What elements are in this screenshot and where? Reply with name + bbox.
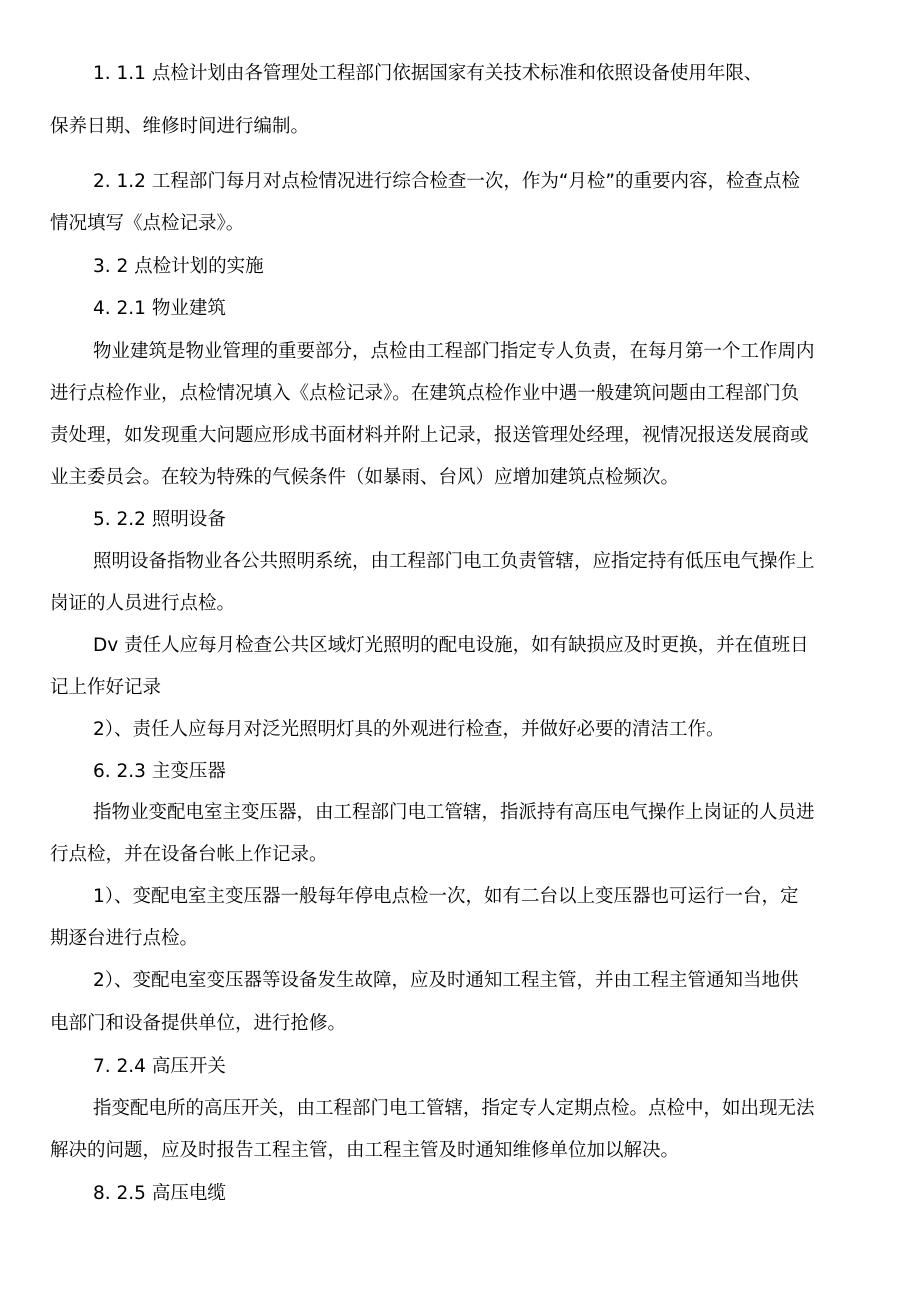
paragraph-line: 期逐台进行点检。 bbox=[50, 928, 199, 949]
paragraph-line: 指变配电所的高压开关，由工程部门电工管辖，指定专人定期点检。点检中，如出现无法 bbox=[93, 1098, 815, 1119]
heading-2-3: 6. 2.3 主变压器 bbox=[93, 761, 226, 782]
heading-2-2: 5. 2.2 照明设备 bbox=[93, 509, 226, 530]
paragraph-line: 2）、变配电室变压器等设备发生故障，应及时通知工程主管，并由工程主管通知当地供 bbox=[93, 970, 799, 991]
paragraph-line: 照明设备指物业各公共照明系统，由工程部门电工负责管辖，应指定持有低压电气操作上 bbox=[93, 551, 815, 572]
heading-1-1: 1. 1.1 点检计划由各管理处工程部门依据国家有关技术标准和依照设备使用年限、 bbox=[93, 63, 763, 84]
heading-2-5: 8. 2.5 高压电缆 bbox=[93, 1183, 226, 1204]
heading-2-1: 4. 2.1 物业建筑 bbox=[93, 298, 226, 319]
paragraph-line: 1）、变配电室主变压器一般每年停电点检一次，如有二台以上变压器也可运行一台，定 bbox=[93, 886, 799, 907]
paragraph-line: 进行点检作业，点检情况填入《点检记录》。在建筑点检作业中遇一般建筑问题由工程部门负 bbox=[50, 383, 800, 404]
paragraph-line: 物业建筑是物业管理的重要部分，点检由工程部门指定专人负责，在每月第一个工作周内 bbox=[93, 341, 815, 362]
paragraph-line: Dv 责任人应每月检查公共区域灯光照明的配电设施，如有缺损应及时更换，并在值班日 bbox=[93, 635, 809, 656]
heading-1-2: 2. 1.2 工程部门每月对点检情况进行综合检查一次，作为“月检”的重要内容，检查点检 bbox=[93, 171, 801, 192]
paragraph-line: 行点检，并在设备台帐上作记录。 bbox=[50, 844, 328, 865]
paragraph-line: 业主委员会。在较为特殊的气候条件（如暴雨、台风）应增加建筑点检频次。 bbox=[50, 467, 680, 488]
paragraph-line: 电部门和设备提供单位，进行抢修。 bbox=[50, 1013, 347, 1034]
heading-2-4: 7. 2.4 高压开关 bbox=[93, 1056, 226, 1077]
paragraph-line: 责处理，如发现重大问题应形成书面材料并附上记录，报送管理处经理，视情况报送发展商或 bbox=[50, 425, 809, 446]
paragraph-line: 记上作好记录 bbox=[50, 677, 162, 698]
paragraph-line: 指物业变配电室主变压器，由工程部门电工管辖，指派持有高压电气操作上岗证的人员进 bbox=[93, 802, 815, 823]
heading-2: 3. 2 点检计划的实施 bbox=[93, 256, 264, 277]
paragraph-line: 岗证的人员进行点检。 bbox=[50, 593, 236, 614]
paragraph-line: 情况填写《点检记录》。 bbox=[50, 213, 245, 234]
paragraph-line: 2）、责任人应每月对泛光照明灯具的外观进行检查，并做好必要的清洁工作。 bbox=[93, 719, 725, 740]
paragraph-line: 解决的问题，应及时报告工程主管，由工程主管及时通知维修单位加以解决。 bbox=[50, 1140, 680, 1161]
paragraph-line: 保养日期、维修时间进行编制。 bbox=[50, 116, 310, 137]
